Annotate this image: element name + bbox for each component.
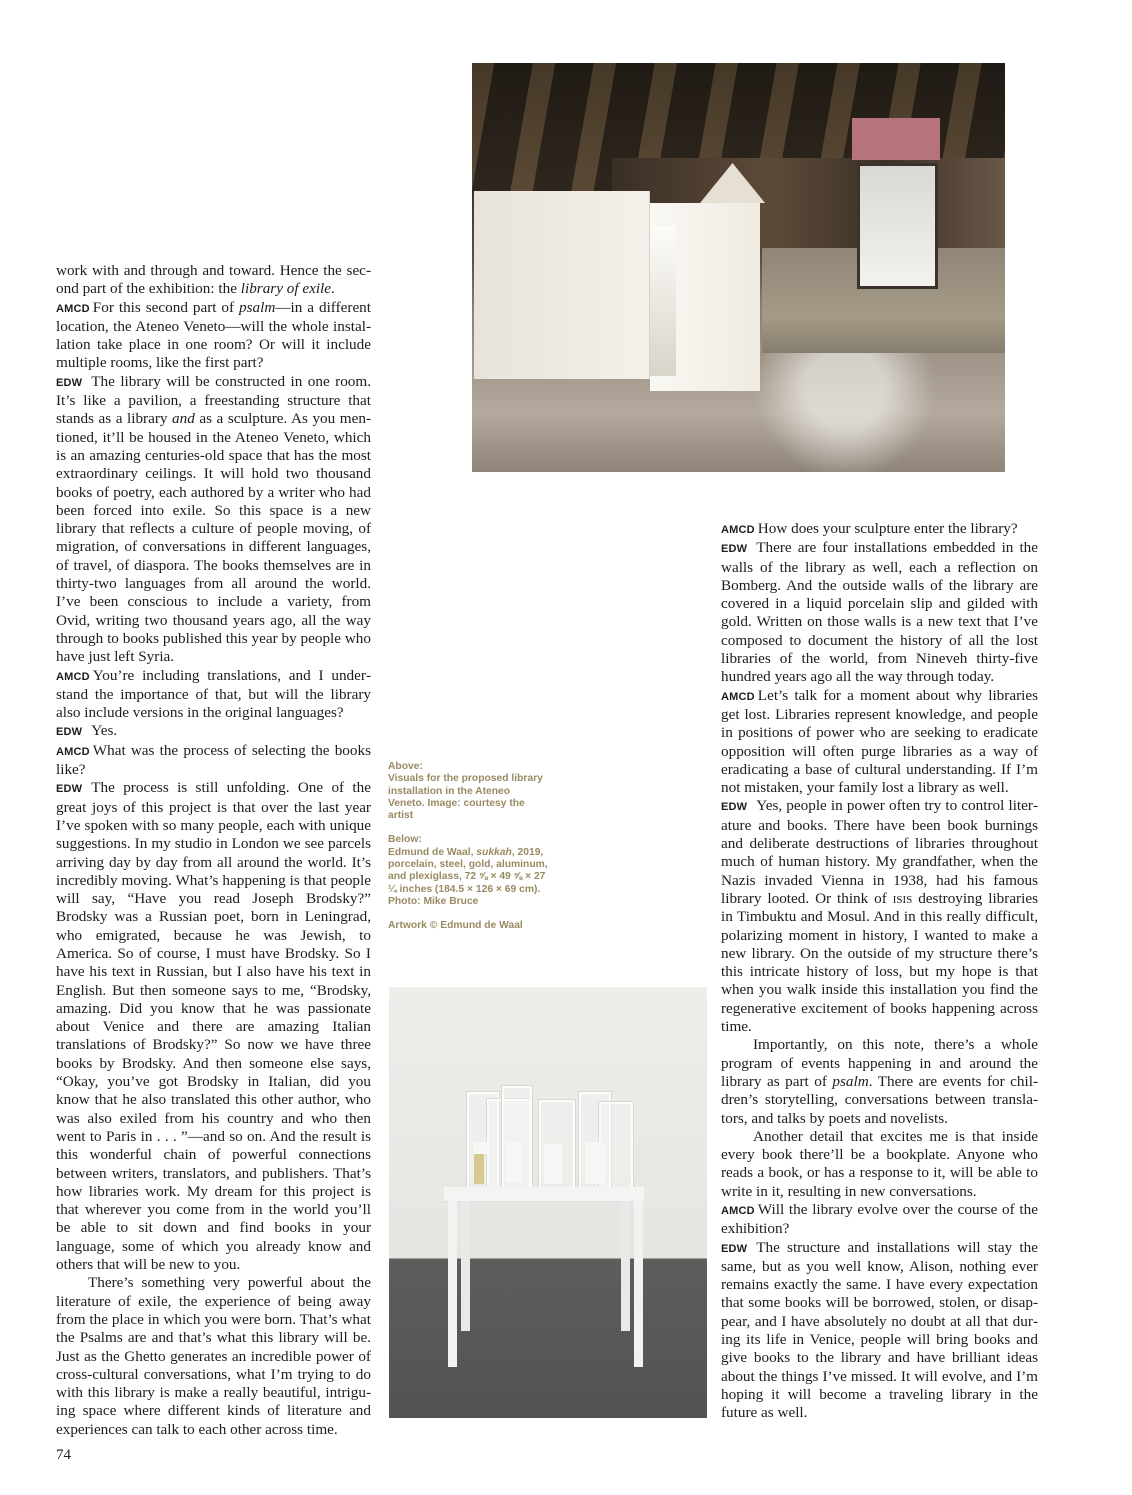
body-text: The process is still unfolding. One of the great joys of this project is that over the last year I’ve spoken with so many people, each with unique suggestions. In my studio in London we see parcels arriving day by day from all around the world. It’s incredibly moving. What’s happening is that people will say, “Have you read Joseph Brodsky?” Brodsky was a Russian poet, born in Leningrad, who emigrated, because he was Jewish, to America. So of course, I must have Brodsky. So I have his text in Russian, but I also have his text in English. But then someone says to me, “Brodsky, amazing. Did you know that he was passionate about Venice and there are amazing Italian translations of Brodsky?” So now we have three books by Brodsky. And then someone else says, “Okay, you’ve got Brodsky in Italian, did you know that he also translated this other author, who was also exiled from his country and who then went to Paris in . . . ”—and so on. And the result is this wonderful chain of powerful connections between writers, translators, and publishers. That’s how libraries work. My dream for this project is that wherever you come from in the world you’ll be able to sit down and find books in your language, some of which you already know and others that will be new to you. (56, 779, 371, 1274)
paragraph (721, 1128, 1038, 1201)
photo-table-leg (621, 1201, 630, 1331)
body-text: Importantly, on this note, there’s a whole program of events happening in and around the library as part of (721, 1036, 1038, 1090)
speaker-tag: EDW (56, 726, 83, 739)
speaker-tag: AMCD (56, 302, 90, 315)
speaker-tag: AMCD (721, 1204, 755, 1217)
body-text: There are four installations embedded in the walls of the library as well, each a reflection on Bomberg. And the outside walls of the library are covered in a liquid porcelain slip and gilded with gold. Written on those walls is a new text that I’ve composed to document the history of all the lost libraries of the world, from Nineveh thirty-five hundred years ago all the way through today. (721, 539, 1038, 686)
photo-window-blind (852, 118, 940, 160)
photo-vessel (544, 1144, 562, 1184)
photo-table-top (444, 1187, 644, 1202)
body-text: Yes, people in power often try to control literature and books. There have been book burnings and deliberate destructions of libraries throughout much of human history. My grandfather, when the Nazis invaded Vienna in 1938, had his famous library looted. Or think of (721, 797, 1038, 907)
interview-turn (721, 1201, 1038, 1239)
interview-turn (56, 373, 371, 667)
body-text: There’s something very powerful about the literature of exile, the experience of being away from the place in which you were born. That’s what the Psalms are and that’s what this library will be. Just as the Ghetto generates an incredible power of cross-cultural conversations, what I’m trying to do with this library is make a really beautiful, intriguing space where different kinds of literature and experiences can talk to each other across time. (56, 1274, 371, 1438)
body-text: work with and through and toward. Hence the second part of the exhibition: the (56, 262, 371, 298)
speaker-tag: EDW (721, 543, 748, 556)
speaker-tag: EDW (56, 783, 83, 796)
body-text: Another detail that excites me is that inside every book there’ll be a bookplate. Anyone who reads a book, or has a response to it, will be able to write in it, resulting in new conversations. (721, 1127, 1038, 1200)
paragraph (56, 1274, 371, 1439)
body-text: What was the process of selecting the books like? (56, 741, 371, 779)
speaker-tag: EDW (56, 376, 83, 389)
caption-below-label: Below: (388, 834, 422, 846)
body-text: as a sculpture. As you mentioned, it’ll be housed in the Ateneo Veneto, which is an amazing centuries-old space that has the most extraordinary ceilings. It will hold two thousand books of poetry, each authored by a writer who had been forced into exile. So this space is a new library that reflects a culture of people moving, of migration, of conversations in different languages, of travel, of diaspora. The books themselves are in thirty-two languages from all around the world. I’ve been conscious to include a variety, from Ovid, writing two thousand years ago, all the way through to books published this year by people who have just left Syria. (56, 410, 371, 666)
body-text: Will the library evolve over the course of the exhibition? (721, 1200, 1038, 1238)
caption-above (388, 761, 548, 822)
body-text: Yes. (91, 722, 118, 740)
italic-text: and (172, 410, 195, 428)
italic-text: library of exile (240, 280, 332, 298)
speaker-tag: AMCD (56, 670, 90, 683)
paragraph (721, 1036, 1038, 1127)
page-number: 74 (56, 1447, 71, 1463)
speaker-tag: EDW (721, 801, 748, 814)
caption-below-text-after: , 2019, porcelain, steel, gold, aluminum, and plexiglass, 72 ⅝ × 49 ⅝ × 27 ¼ inches (184.5 × 126 × 69 cm). Photo: Mike Bruce (388, 846, 548, 907)
photo-vessel (585, 1142, 605, 1184)
interview-turn (56, 667, 371, 723)
photo-pavilion-side (474, 191, 650, 379)
caption-credit: Artwork © Edmund de Waal (388, 920, 523, 932)
paragraph (56, 262, 371, 299)
interview-turn (721, 520, 1038, 539)
caption-below (388, 834, 548, 908)
interview-turn (56, 742, 371, 780)
interview-turn (56, 299, 371, 373)
speaker-tag: AMCD (721, 524, 755, 536)
photo-pavilion-door (650, 226, 676, 376)
article-column-left (56, 262, 371, 1439)
body-text: . There are events for children’s storytelling, conversations between translators, and talks by poets and novelists. (721, 1072, 1038, 1127)
speaker-tag: EDW (721, 1242, 748, 1255)
photo-window (857, 163, 938, 289)
body-text: For this second part of (92, 298, 240, 316)
photo-gold-vessel (474, 1152, 484, 1184)
body-text: Let’s talk for a moment about why libraries get lost. Libraries represent knowledge, and people in positions of power who are seeking to eradicate opposition will often purge libraries as a way of eradicating a base of cultural understanding. If I’m not mistaken, your family lost a library as well. (721, 686, 1038, 797)
body-text: How does your sculpture enter the library? (757, 520, 1018, 537)
caption-below-text-before: Edmund de Waal, (388, 846, 477, 858)
photo-sukkah-artwork (389, 987, 707, 1418)
photo-vessel (506, 1142, 522, 1182)
speaker-tag: AMCD (721, 690, 755, 703)
photo-vessel (473, 1142, 487, 1154)
body-text: You’re including translations, and I understand the importance of that, but will the library also include versions in the original languages? (56, 666, 371, 722)
caption-artwork-title: sukkah (476, 846, 512, 858)
interview-turn (721, 687, 1038, 798)
body-text: destroying libraries in Timbuktu and Mosul. And in this really difficult, polarizing moment in history, I wanted to make a new library. On the outside of my structure there’s this intricate history of loss, but my hope is that when you walk inside this installation you find the regenerative excitement of books happening across time. (721, 889, 1038, 1036)
italic-text: psalm (832, 1072, 869, 1090)
body-text: —in a different location, the Ateneo Veneto—will the whole installation take place in one room? Or will it include multiple rooms, like the first part? (56, 298, 371, 372)
italic-text: psalm (239, 298, 276, 316)
interview-turn (721, 797, 1038, 1036)
article-column-right (721, 520, 1038, 1423)
caption-above-label: Above: (388, 761, 423, 772)
photo-table-leg (461, 1201, 470, 1331)
caption-above-text: Visuals for the proposed library installation in the Ateneo Veneto. Image: courtesy the artist (388, 773, 543, 822)
interview-turn (721, 539, 1038, 686)
photo-table-leg (448, 1201, 457, 1367)
body-text: isis (892, 889, 913, 907)
speaker-tag: AMCD (56, 745, 90, 758)
interview-turn (56, 722, 371, 741)
image-caption (388, 761, 548, 945)
photo-ateneo-veneto-installation (472, 63, 1005, 472)
body-text: . (331, 280, 335, 298)
body-text: The library will be constructed in one room. It’s like a pavilion, a freestanding structure that stands as a library (56, 372, 371, 428)
interview-turn (56, 779, 371, 1274)
body-text: The structure and installations will stay the same, but as you well know, Alison, nothing ever remains exactly the same. I have every expectation that some books will be borrowed, stolen, or disappear, and I have absolutely no doubt at all that during its life in Venice, people will bring books and give books to the library and have brilliant ideas about the things I’ve missed. It will evolve, and I’m hoping it will become a traveling library in the future as well. (721, 1238, 1038, 1422)
interview-turn (721, 1239, 1038, 1423)
photo-table-leg (634, 1201, 643, 1367)
